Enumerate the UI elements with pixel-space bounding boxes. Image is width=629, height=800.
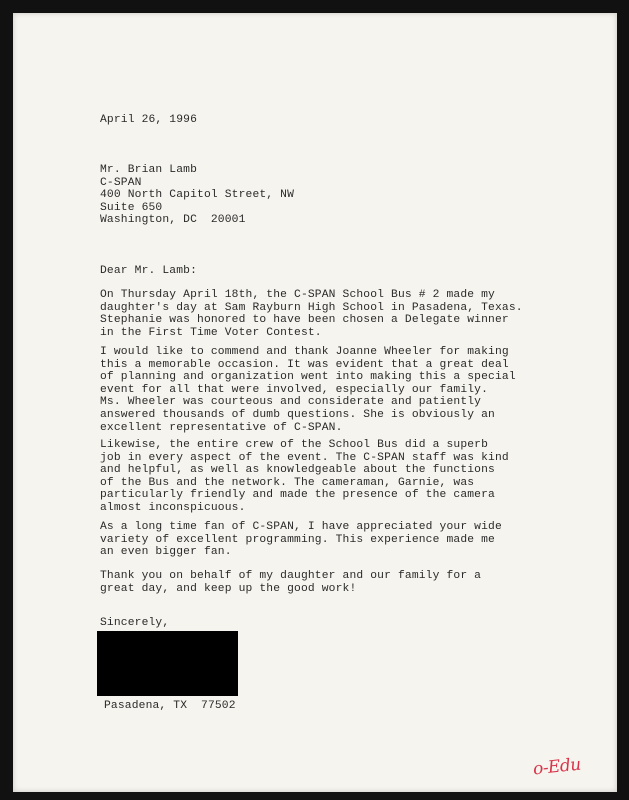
- closing: Sincerely,: [100, 617, 170, 629]
- recipient-name: Mr. Brian Lamb: [100, 164, 198, 176]
- recipient-city: Washington, DC 20001: [100, 214, 246, 227]
- paragraph-3: Likewise, the entire crew of the School Bus did a superb job in every aspect of the event. The C-SPAN staff was kind and helpful, as well as knowledgeable about the functions of the Bus and the network. The cameraman, Garnie, was particularly friendly and made the presence of the camera almost inconspicuous.: [100, 439, 509, 514]
- signature-redaction-block: [97, 631, 238, 696]
- paragraph-1: On Thursday April 18th, the C-SPAN School Bus # 2 made my daughter's day at Sam Rayburn High School in Pasadena, Texas. Stephanie was honored to have been chosen a Delegate winner in the First Time Voter Contest.: [100, 289, 523, 339]
- recipient-suite: Suite 650: [100, 201, 163, 214]
- recipient-organization: C-SPAN: [100, 176, 142, 189]
- recipient-street: 400 North Capitol Street, NW: [100, 189, 295, 202]
- recipient-address: [100, 164, 294, 227]
- letter-page: [13, 13, 617, 792]
- handwritten-note: o-Edu: [532, 754, 582, 780]
- paragraph-4: As a long time fan of C-SPAN, I have appreciated your wide variety of excellent programming. This experience made me an even bigger fan.: [100, 521, 502, 559]
- salutation: Dear Mr. Lamb:: [100, 265, 198, 277]
- paragraph-2: I would like to commend and thank Joanne Wheeler for making this a memorable occasion. It was evident that a great deal of planning and organization went into making this a special event for all that were involved, especially our family. Ms. Wheeler was courteous and considerate and patiently answered thousands of dumb questions. She is obviously an excellent representative of C-SPAN.: [100, 346, 516, 434]
- letter-date: April 26, 1996: [100, 114, 198, 126]
- sender-city: Pasadena, TX 77502: [104, 700, 236, 712]
- paragraph-5: Thank you on behalf of my daughter and our family for a great day, and keep up the good work!: [100, 570, 482, 595]
